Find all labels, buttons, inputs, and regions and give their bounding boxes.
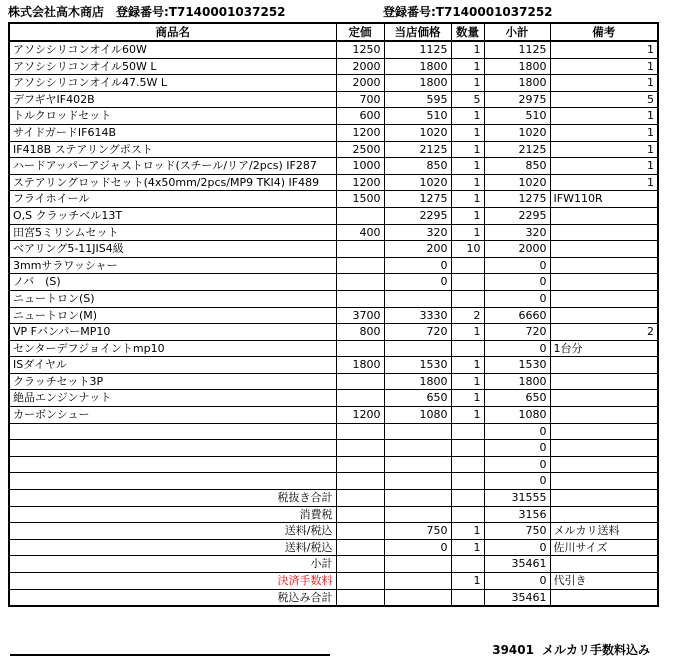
quantity-cell: 2	[451, 307, 484, 324]
quantity-cell: 1	[451, 573, 484, 590]
quantity-cell: 1	[451, 158, 484, 175]
store-price-cell: 1800	[384, 58, 451, 75]
subtotal-cell: 2295	[484, 207, 550, 224]
table-row	[9, 224, 658, 241]
subtotal-cell: 750	[484, 523, 550, 540]
store-price-cell: 750	[384, 523, 451, 540]
product-name-cell: ステアリングロッドセット(4x50mm/2pcs/MP9 TKI4) IF489	[9, 174, 336, 191]
store-price-cell: 1530	[384, 357, 451, 374]
quantity-cell	[451, 290, 484, 307]
note-cell	[550, 506, 658, 523]
note-cell	[550, 407, 658, 424]
list-price-cell	[336, 539, 384, 556]
note-cell	[550, 274, 658, 291]
list-price-cell: 3700	[336, 307, 384, 324]
subtotal-cell: 1800	[484, 75, 550, 92]
note-cell: IFW110R	[550, 191, 658, 208]
store-price-cell: 1800	[384, 373, 451, 390]
list-price-cell: 1200	[336, 124, 384, 141]
subtotal-cell: 2975	[484, 91, 550, 108]
product-name-cell: デフギヤIF402B	[9, 91, 336, 108]
subtotal-cell: 0	[484, 456, 550, 473]
note-cell	[550, 224, 658, 241]
product-name-cell: 消費税	[9, 506, 336, 523]
list-price-cell	[336, 556, 384, 573]
product-name-cell: ベアリング5-11JIS4級	[9, 241, 336, 258]
header-row	[9, 23, 658, 41]
quantity-cell: 1	[451, 191, 484, 208]
table-row	[9, 473, 658, 490]
table-row	[9, 241, 658, 258]
note-cell: 1	[550, 158, 658, 175]
subtotal-cell: 6660	[484, 307, 550, 324]
table-row	[9, 357, 658, 374]
store-price-cell: 720	[384, 324, 451, 341]
store-price-cell: 650	[384, 390, 451, 407]
subtotal-cell: 320	[484, 224, 550, 241]
quantity-cell: 1	[451, 373, 484, 390]
subtotal-cell: 3156	[484, 506, 550, 523]
product-name-cell	[9, 423, 336, 440]
store-price-cell: 1020	[384, 174, 451, 191]
table-row	[9, 456, 658, 473]
product-name-cell: センターデフジョイントmp10	[9, 340, 336, 357]
store-price-cell: 3330	[384, 307, 451, 324]
table-row	[9, 274, 658, 291]
store-price-cell	[384, 340, 451, 357]
quantity-cell	[451, 589, 484, 606]
note-cell: 2	[550, 324, 658, 341]
quantity-cell	[451, 556, 484, 573]
list-price-cell	[336, 257, 384, 274]
table-row	[9, 490, 658, 507]
list-price-cell	[336, 274, 384, 291]
product-name-cell: サイドガードIF614B	[9, 124, 336, 141]
product-name-cell: O,S クラッチベル13T	[9, 207, 336, 224]
note-cell: 1台分	[550, 340, 658, 357]
list-price-cell: 600	[336, 108, 384, 125]
table-row	[9, 158, 658, 175]
product-name-cell: 送料/税込	[9, 523, 336, 540]
subtotal-cell: 0	[484, 539, 550, 556]
list-price-cell	[336, 490, 384, 507]
list-price-cell: 800	[336, 324, 384, 341]
store-price-cell	[384, 290, 451, 307]
store-price-cell: 1125	[384, 41, 451, 58]
product-name-cell: IF418B ステアリングポスト	[9, 141, 336, 158]
list-price-cell	[336, 589, 384, 606]
table-row	[9, 41, 658, 58]
store-price-cell	[384, 440, 451, 457]
note-cell: 1	[550, 124, 658, 141]
store-price-cell	[384, 589, 451, 606]
list-price-cell: 700	[336, 91, 384, 108]
list-price-cell: 1250	[336, 41, 384, 58]
quantity-cell	[451, 456, 484, 473]
note-cell: 1	[550, 75, 658, 92]
list-price-cell	[336, 573, 384, 590]
store-price-cell	[384, 490, 451, 507]
quantity-cell	[451, 490, 484, 507]
quantity-cell: 1	[451, 174, 484, 191]
subtotal-cell: 2125	[484, 141, 550, 158]
list-price-cell: 2500	[336, 141, 384, 158]
quantity-cell	[451, 423, 484, 440]
next-table-border-fragment	[10, 654, 330, 656]
subtotal-cell: 0	[484, 573, 550, 590]
product-name-cell: 税込み合計	[9, 589, 336, 606]
list-price-cell	[336, 456, 384, 473]
subtotal-cell: 0	[484, 257, 550, 274]
product-name-cell: ISダイヤル	[9, 357, 336, 374]
list-price-cell	[336, 290, 384, 307]
note-cell	[550, 456, 658, 473]
table-row	[9, 290, 658, 307]
list-price-cell: 1500	[336, 191, 384, 208]
subtotal-cell: 720	[484, 324, 550, 341]
subtotal-cell: 650	[484, 390, 550, 407]
note-cell	[550, 556, 658, 573]
table-row	[9, 440, 658, 457]
grand-total-note: メルカリ手数料込み	[541, 643, 650, 657]
subtotal-cell: 2000	[484, 241, 550, 258]
product-name-cell: ニュートロン(S)	[9, 290, 336, 307]
subtotal-cell: 0	[484, 423, 550, 440]
list-price-cell: 1200	[336, 174, 384, 191]
store-price-cell: 595	[384, 91, 451, 108]
list-price-cell: 1000	[336, 158, 384, 175]
product-name-cell: ハードアッパーアジャストロッド(スチール/リア/2pcs) IF287	[9, 158, 336, 175]
table-row	[9, 141, 658, 158]
store-price-cell	[384, 473, 451, 490]
quantity-cell: 1	[451, 58, 484, 75]
list-price-cell	[336, 523, 384, 540]
table-row	[9, 58, 658, 75]
product-name-cell: クラッチセット3P	[9, 373, 336, 390]
table-row	[9, 573, 658, 590]
table-row	[9, 207, 658, 224]
column-header-subtotal: 小計	[484, 23, 550, 41]
subtotal-cell: 1275	[484, 191, 550, 208]
quantity-cell: 1	[451, 357, 484, 374]
table-row	[9, 174, 658, 191]
store-price-cell: 2295	[384, 207, 451, 224]
store-price-cell	[384, 556, 451, 573]
quantity-cell: 10	[451, 241, 484, 258]
table-row	[9, 390, 658, 407]
store-price-cell: 320	[384, 224, 451, 241]
subtotal-cell: 1530	[484, 357, 550, 374]
store-price-cell: 510	[384, 108, 451, 125]
table-row	[9, 539, 658, 556]
store-price-cell: 2125	[384, 141, 451, 158]
note-cell	[550, 241, 658, 258]
product-name-cell: カーボンシュー	[9, 407, 336, 424]
note-cell	[550, 307, 658, 324]
list-price-cell: 400	[336, 224, 384, 241]
subtotal-cell: 850	[484, 158, 550, 175]
note-cell	[550, 257, 658, 274]
note-cell	[550, 490, 658, 507]
note-cell: 1	[550, 141, 658, 158]
table-row	[9, 589, 658, 606]
product-name-cell: フライホイール	[9, 191, 336, 208]
table-row	[9, 556, 658, 573]
note-cell: メルカリ送料	[550, 523, 658, 540]
quantity-cell: 1	[451, 41, 484, 58]
grand-total-amount: 39401	[492, 643, 534, 657]
note-cell	[550, 290, 658, 307]
subtotal-cell: 1800	[484, 373, 550, 390]
subtotal-cell: 0	[484, 340, 550, 357]
list-price-cell	[336, 390, 384, 407]
table-row	[9, 340, 658, 357]
list-price-cell	[336, 506, 384, 523]
subtotal-cell: 0	[484, 473, 550, 490]
items-tbody	[9, 41, 658, 606]
list-price-cell	[336, 241, 384, 258]
note-cell: 代引き	[550, 573, 658, 590]
list-price-cell	[336, 207, 384, 224]
quantity-cell	[451, 440, 484, 457]
quantity-cell: 1	[451, 124, 484, 141]
note-cell	[550, 589, 658, 606]
subtotal-cell: 0	[484, 290, 550, 307]
table-row	[9, 191, 658, 208]
table-row	[9, 108, 658, 125]
quantity-cell: 1	[451, 207, 484, 224]
note-cell: 1	[550, 174, 658, 191]
note-cell: 5	[550, 91, 658, 108]
store-price-cell: 1800	[384, 75, 451, 92]
note-cell	[550, 390, 658, 407]
table-header	[9, 23, 658, 41]
product-name-cell: VP FバンパーMP10	[9, 324, 336, 341]
list-price-cell	[336, 473, 384, 490]
table-row	[9, 257, 658, 274]
product-name-cell	[9, 473, 336, 490]
table-row	[9, 506, 658, 523]
subtotal-cell: 1125	[484, 41, 550, 58]
quantity-cell: 1	[451, 523, 484, 540]
company-registration-header: 株式会社高木商店 登録番号:T7140001037252	[8, 5, 286, 19]
store-price-cell: 0	[384, 274, 451, 291]
table-row	[9, 407, 658, 424]
subtotal-cell: 1080	[484, 407, 550, 424]
product-name-cell: アソシシリコンオイル50W L	[9, 58, 336, 75]
list-price-cell	[336, 423, 384, 440]
note-cell: 佐川サイズ	[550, 539, 658, 556]
subtotal-cell: 35461	[484, 556, 550, 573]
price-table	[8, 22, 659, 607]
list-price-cell: 2000	[336, 75, 384, 92]
note-cell	[550, 473, 658, 490]
product-name-cell: トルクロッドセット	[9, 108, 336, 125]
registration-number-right: 登録番号:T7140001037252	[383, 5, 553, 19]
note-cell: 1	[550, 41, 658, 58]
quantity-cell: 1	[451, 390, 484, 407]
store-price-cell	[384, 573, 451, 590]
table-row	[9, 124, 658, 141]
product-name-cell: 決済手数料	[9, 573, 336, 590]
quantity-cell	[451, 473, 484, 490]
list-price-cell: 2000	[336, 58, 384, 75]
quantity-cell: 1	[451, 539, 484, 556]
column-header-list-price: 定価	[336, 23, 384, 41]
product-name-cell	[9, 440, 336, 457]
table-row	[9, 307, 658, 324]
store-price-cell: 1275	[384, 191, 451, 208]
subtotal-cell: 0	[484, 274, 550, 291]
store-price-cell	[384, 506, 451, 523]
table-row	[9, 91, 658, 108]
product-name-cell: 3mmサラワッシャー	[9, 257, 336, 274]
product-name-cell: 絶品エンジンナット	[9, 390, 336, 407]
product-name-cell: ノバ (S)	[9, 274, 336, 291]
quantity-cell: 1	[451, 324, 484, 341]
note-cell	[550, 207, 658, 224]
product-name-cell: 税抜き合計	[9, 490, 336, 507]
subtotal-cell: 31555	[484, 490, 550, 507]
store-price-cell: 0	[384, 539, 451, 556]
table-row	[9, 523, 658, 540]
product-name-cell: 田宮5ミリシムセット	[9, 224, 336, 241]
column-header-note: 備考	[550, 23, 658, 41]
product-name-cell: ニュートロン(M)	[9, 307, 336, 324]
quantity-cell	[451, 506, 484, 523]
quantity-cell	[451, 257, 484, 274]
store-price-cell: 1020	[384, 124, 451, 141]
table-row	[9, 75, 658, 92]
table-row	[9, 324, 658, 341]
table-row	[9, 373, 658, 390]
store-price-cell: 1080	[384, 407, 451, 424]
table-row	[9, 423, 658, 440]
store-price-cell	[384, 456, 451, 473]
subtotal-cell: 510	[484, 108, 550, 125]
subtotal-cell: 0	[484, 440, 550, 457]
subtotal-cell: 1020	[484, 124, 550, 141]
store-price-cell	[384, 423, 451, 440]
note-cell	[550, 357, 658, 374]
product-name-cell: アソシシリコンオイル47.5W L	[9, 75, 336, 92]
product-name-cell	[9, 456, 336, 473]
subtotal-cell: 1800	[484, 58, 550, 75]
quantity-cell: 5	[451, 91, 484, 108]
list-price-cell: 1800	[336, 357, 384, 374]
note-cell: 1	[550, 58, 658, 75]
column-header-product: 商品名	[9, 23, 336, 41]
note-cell	[550, 423, 658, 440]
quantity-cell: 1	[451, 407, 484, 424]
subtotal-cell: 1020	[484, 174, 550, 191]
product-name-cell: 小計	[9, 556, 336, 573]
quantity-cell	[451, 274, 484, 291]
product-name-cell: 送料/税込	[9, 539, 336, 556]
store-price-cell: 850	[384, 158, 451, 175]
list-price-cell	[336, 340, 384, 357]
quantity-cell: 1	[451, 108, 484, 125]
note-cell	[550, 440, 658, 457]
column-header-quantity: 数量	[451, 23, 484, 41]
quantity-cell: 1	[451, 141, 484, 158]
product-name-cell: アソシシリコンオイル60W	[9, 41, 336, 58]
column-header-store-price: 当店価格	[384, 23, 451, 41]
list-price-cell	[336, 440, 384, 457]
list-price-cell	[336, 373, 384, 390]
list-price-cell: 1200	[336, 407, 384, 424]
store-price-cell: 0	[384, 257, 451, 274]
quantity-cell: 1	[451, 224, 484, 241]
quantity-cell: 1	[451, 75, 484, 92]
note-cell	[550, 373, 658, 390]
store-price-cell: 200	[384, 241, 451, 258]
quantity-cell	[451, 340, 484, 357]
subtotal-cell: 35461	[484, 589, 550, 606]
note-cell: 1	[550, 108, 658, 125]
